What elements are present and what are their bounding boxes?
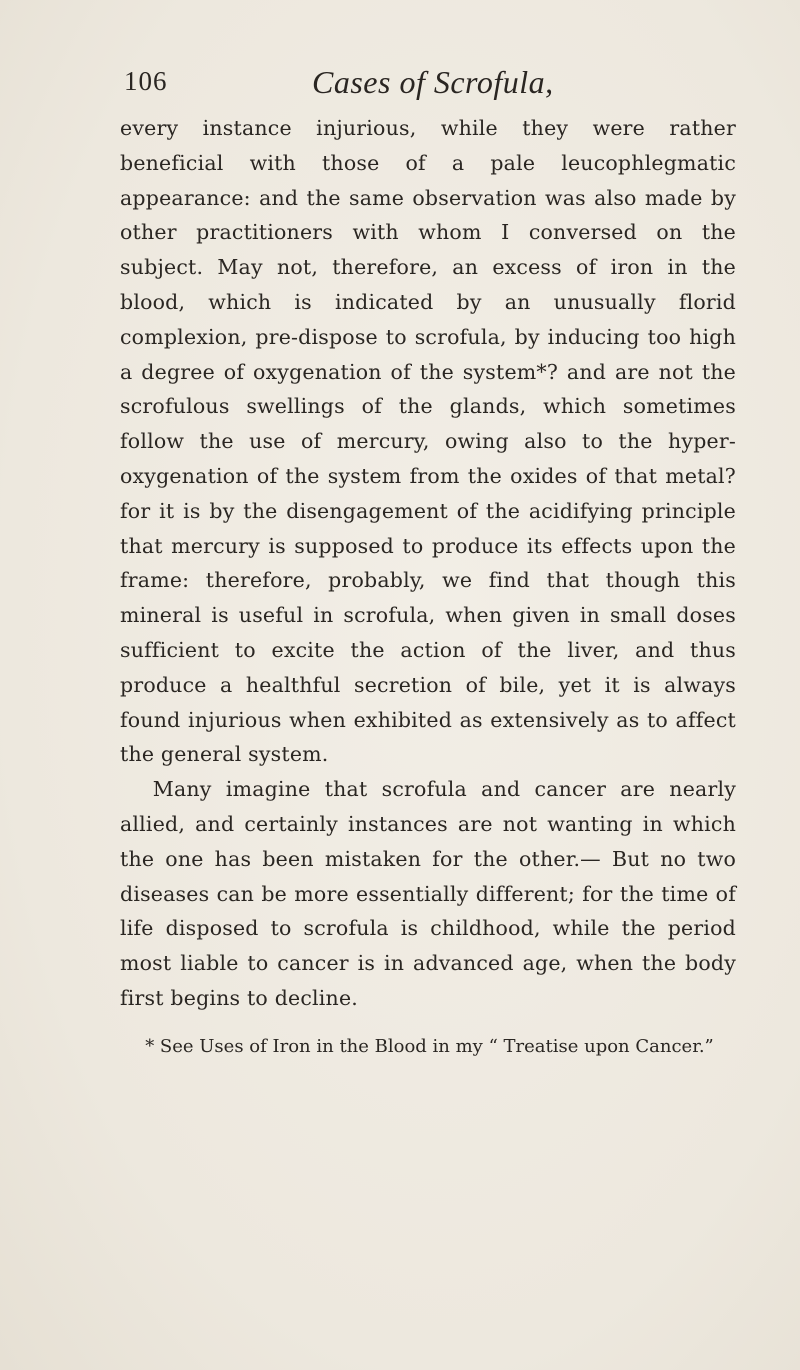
page-header [0,58,800,108]
running-head: Cases of Scrofula, [312,64,554,100]
page-number: 106 [124,66,168,96]
paragraph-1: every instance injurious, while they were rather beneficial with those of a pale leucophlegmatic appearance: and the same observation was also made by other practitioners with whom I conversed on the subject. May not, therefore, an excess of iron in the blood, which is indicated by an unusually florid complexion, pre-dispose to scrofula, by inducing too high a degree of oxygenation of the system*? and are not the scrofulous swellings of the glands, which sometimes follow the use of mercury, owing also to the hyper-oxygenation of the system from the oxides of that metal? for it is by the disengagement of the acidifying principle that mercury is supposed to produce its effects upon the frame: therefore, probably, we find that though this mineral is useful in scrofula, when given in small doses sufficient to excite the action of the liver, and thus produce a healthful secretion of bile, yet it is always found injurious when exhibited as extensively as to affect the general system. [120,116,736,767]
footnote: * See Uses of Iron in the Blood in my “ Treatise upon Cancer.” [145,1036,714,1057]
paragraph-2: Many imagine that scrofula and cancer are nearly allied, and certainly instances are not wanting in which the one has been mistaken for the other.— But no two diseases can be more essentially different; for the time of life disposed to scrofula is childhood, while the period most liable to cancer is in advanced age, when the body first begins to decline. [120,777,736,1010]
body-text [120,111,736,1016]
